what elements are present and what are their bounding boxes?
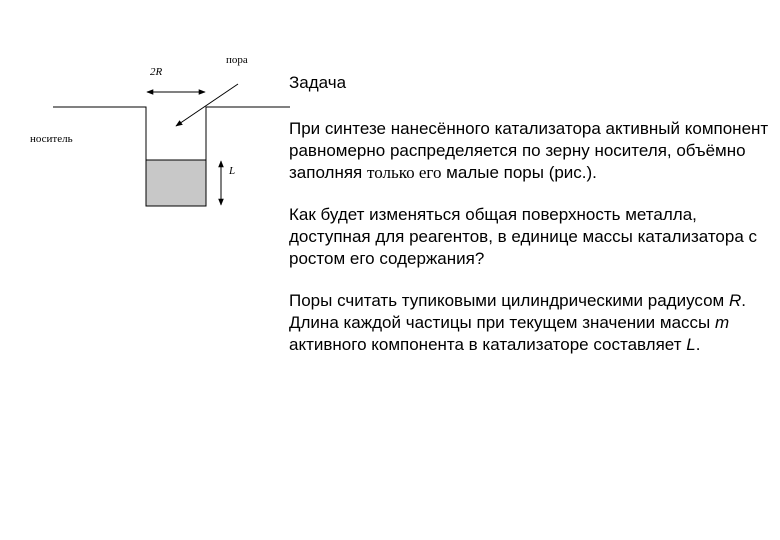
pore-diagram-svg (0, 0, 290, 240)
p1-text-a: При синтезе нанесённого катализатора активный компонент равномерно распределяется по зерну носителя, объёмно заполняя (289, 119, 769, 182)
pore-diagram (0, 0, 290, 240)
p3-text-c: активного компонента в катализаторе составляет (289, 335, 687, 354)
task-paragraph-2: Как будет изменяться общая поверхность металла, доступная для реагентов, в единице массы катализатора с ростом его содержания? (289, 205, 758, 268)
pore-pointer-arrow (176, 84, 238, 126)
p1-text-c: малые поры (рис.). (441, 163, 597, 182)
p3-text-b: . Длина каждой частицы при текущем значении массы (289, 291, 746, 332)
task-paragraph-1 (289, 118, 769, 184)
p3-var-m: m (714, 313, 730, 332)
p3-var-l: L (686, 335, 696, 354)
p1-text-b: только его (366, 163, 442, 182)
task-title: Задача (289, 73, 347, 92)
task-text (289, 72, 769, 376)
length-label: L (229, 165, 236, 177)
pore-label: пора (226, 54, 248, 66)
carrier-label: носитель (30, 133, 73, 145)
task-paragraph-3 (289, 290, 769, 356)
diameter-label: 2R (150, 66, 163, 78)
p3-text-d: . (695, 335, 701, 354)
active-component-fill (146, 160, 206, 206)
p3-var-r: R (728, 291, 742, 310)
p3-text-a: Поры считать тупиковыми цилиндрическими радиусом (289, 291, 729, 310)
